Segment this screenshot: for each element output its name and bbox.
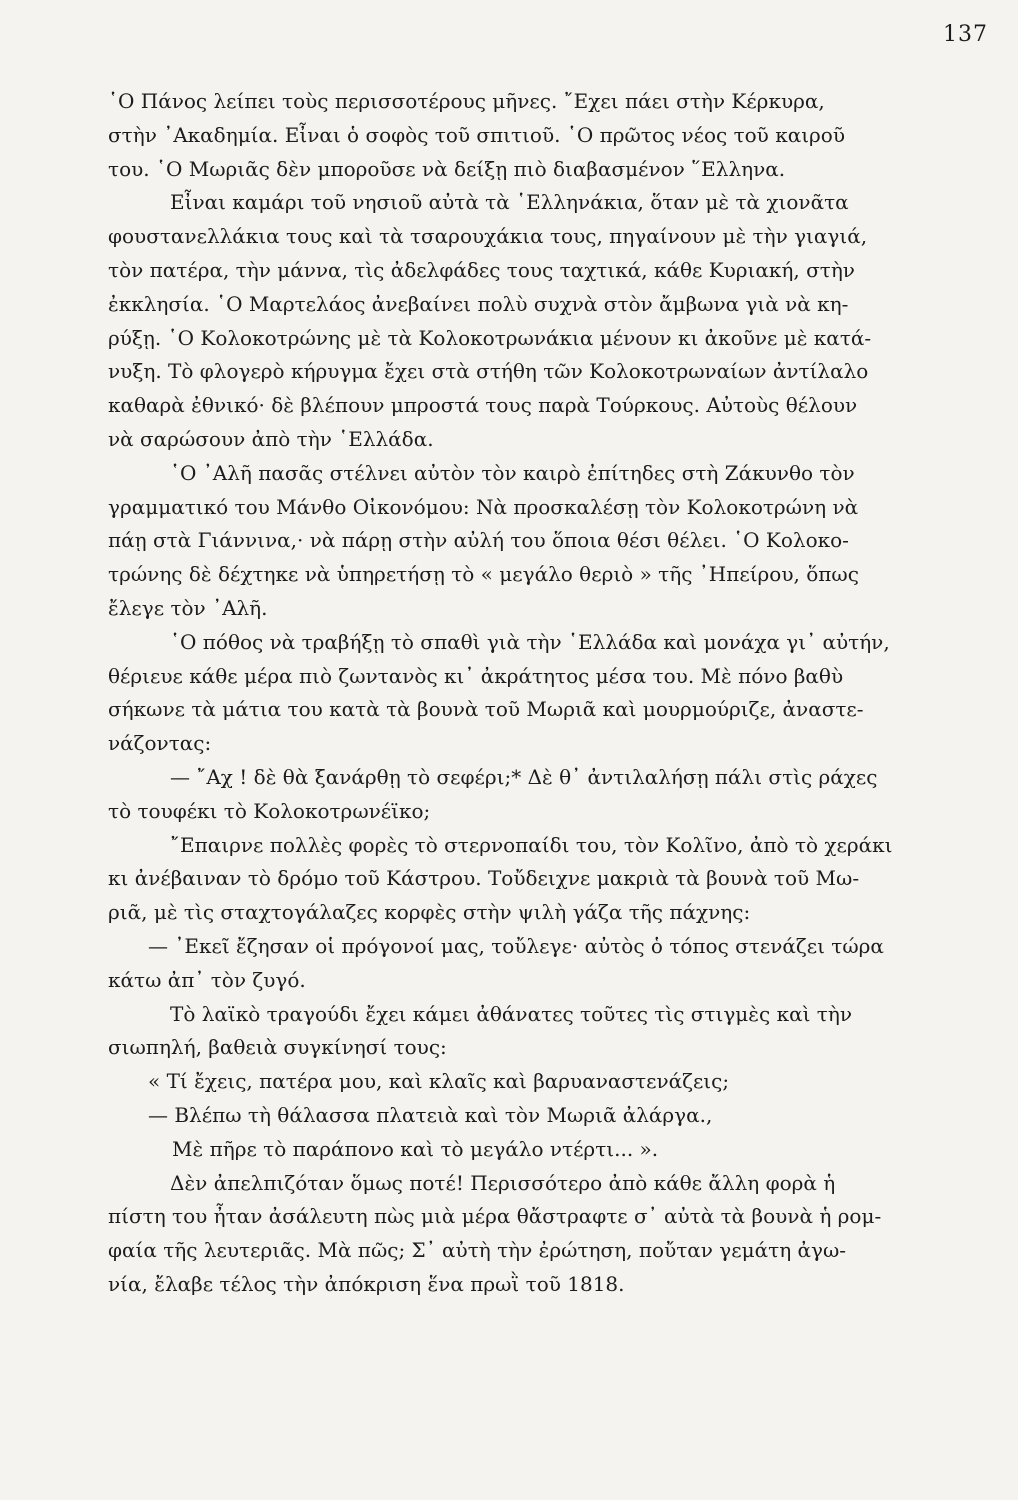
text-line: ῾Ο ᾿Αλῆ πασᾶς στέλνει αὐτὸν τὸν καιρὸ ἐπίτηδες στὴ Ζάκυνθο τὸν bbox=[170, 460, 855, 485]
text-line: ἔλεγε τὸν ᾿Αλῆ. bbox=[108, 595, 268, 620]
text-line: ρύξῃ. ῾Ο Κολοκοτρώνης μὲ τὰ Κολοκοτρωνάκια μένουν κι ἀκοῦνε μὲ κατά- bbox=[108, 325, 872, 350]
text-line: — ῎Αχ ! δὲ θὰ ξανάρθῃ τὸ σεφέρι;* Δὲ θ᾿ ἀντιλαλήσῃ πάλι στὶς ράχες bbox=[170, 764, 878, 789]
page-number: 137 bbox=[943, 22, 988, 47]
text-line: καθαρὰ ἐθνικό· δὲ βλέπουν μπροστά τους παρὰ Τούρκους. Αὐτοὺς θέλουν bbox=[108, 393, 858, 418]
text-line: πίστη του ἦταν ἀσάλευτη πὼς μιὰ μέρα θἄστραφτε σ᾿ αὐτὰ τὰ βουνὰ ἡ ρομ- bbox=[108, 1204, 882, 1229]
text-line: κάτω ἀπ᾿ τὸν ζυγό. bbox=[108, 967, 306, 992]
text-line: φουστανελλάκια τους καὶ τὰ τσαρουχάκια τους, πηγαίνουν μὲ τὴν γιαγιά, bbox=[108, 224, 868, 249]
text-line: τὸ τουφέκι τὸ Κολοκοτρωνέϊκο; bbox=[108, 798, 431, 823]
text-line: — Βλέπω τὴ θάλασσα πλατειὰ καὶ τὸν Μωριᾶ ἀλάργα., bbox=[148, 1102, 713, 1127]
text-line: ῾Ο πόθος νὰ τραβήξῃ τὸ σπαθὶ γιὰ τὴν ῾Ελλάδα καὶ μονάχα γι᾿ αὐτήν, bbox=[170, 629, 890, 654]
text-line: πάῃ στὰ Γιάννινα,· νὰ πάρῃ στὴν αὐλή του ὅποια θέσι θέλει. ῾Ο Κολοκο- bbox=[108, 528, 849, 553]
text-line: νάζοντας: bbox=[108, 731, 212, 756]
text-line: ριᾶ, μὲ τὶς σταχτογάλαζες κορφὲς στὴν ψιλὴ γάζα τῆς πάχνης: bbox=[108, 900, 751, 925]
text-line: φαία τῆς λευτεριᾶς. Μὰ πῶς; Σ᾿ αὐτὴ τὴν ἐρώτηση, ποὔταν γεμάτη ἀγω- bbox=[108, 1238, 847, 1263]
text-line: σήκωνε τὰ μάτια του κατὰ τὰ βουνὰ τοῦ Μωριᾶ καὶ μουρμούριζε, ἀναστε- bbox=[108, 697, 864, 722]
body-text bbox=[108, 85, 978, 1302]
text-line: στὴν ᾿Ακαδημία. Εἶναι ὁ σοφὸς τοῦ σπιτιοῦ. ῾Ο πρῶτος νέος τοῦ καιροῦ bbox=[108, 122, 846, 147]
text-line: — ᾿Εκεῖ ἔζησαν οἱ πρόγονοί μας, τοὔλεγε· αὐτὸς ὁ τόπος στενάζει τώρα bbox=[148, 933, 884, 958]
text-line: ῎Επαιρνε πολλὲς φορὲς τὸ στερνοπαίδι του, τὸν Κολῖνο, ἀπὸ τὸ χεράκι bbox=[170, 832, 893, 857]
text-line: σιωπηλή, βαθειὰ συγκίνησί τους: bbox=[108, 1035, 447, 1060]
text-line: « Τί ἔχεις, πατέρα μου, καὶ κλαῖς καὶ βαρυαναστενάζεις; bbox=[148, 1069, 730, 1094]
text-line: Εἶναι καμάρι τοῦ νησιοῦ αὐτὰ τὰ ῾Ελληνάκια, ὅταν μὲ τὰ χιονᾶτα bbox=[170, 190, 849, 215]
text-line: τρώνης δὲ δέχτηκε νὰ ὑπηρετήσῃ τὸ « μεγάλο θεριὸ » τῆς ᾿Ηπείρου, ὅπως bbox=[108, 562, 859, 587]
text-line: κι ἀνέβαιναν τὸ δρόμο τοῦ Κάστρου. Τοὔδειχνε μακριὰ τὰ βουνὰ τοῦ Μω- bbox=[108, 866, 860, 891]
text-line: του. ῾Ο Μωριᾶς δὲν μποροῦσε νὰ δείξῃ πιὸ διαβασμένον ῞Ελληνα. bbox=[108, 156, 786, 181]
text-line: τὸν πατέρα, τὴν μάννα, τὶς ἀδελφάδες τους ταχτικά, κάθε Κυριακή, στὴν bbox=[108, 257, 855, 282]
text-line: Μὲ πῆρε τὸ παράπονο καὶ τὸ μεγάλο ντέρτι... ». bbox=[172, 1136, 659, 1161]
text-line: Τὸ λαϊκὸ τραγούδι ἔχει κάμει ἀθάνατες τοῦτες τὶς στιγμὲς καὶ τὴν bbox=[170, 1001, 852, 1026]
text-line: νυξη. Τὸ φλογερὸ κήρυγμα ἔχει στὰ στήθη τῶν Κολοκοτρωναίων ἀντίλαλο bbox=[108, 359, 869, 384]
text-line: Δὲν ἀπελπιζόταν ὅμως ποτέ! Περισσότερο ἀπὸ κάθε ἄλλη φορὰ ἡ bbox=[170, 1170, 836, 1195]
text-line: ἐκκλησία. ῾Ο Μαρτελάος ἀνεβαίνει πολὺ συχνὰ στὸν ἄμβωνα γιὰ νὰ κη- bbox=[108, 291, 849, 316]
text-line: νὰ σαρώσουν ἀπὸ τὴν ῾Ελλάδα. bbox=[108, 426, 434, 451]
text-line: γραμματικό του Μάνθο Οἰκονόμου: Νὰ προσκαλέσῃ τὸν Κολοκοτρώνη νὰ bbox=[108, 494, 859, 519]
text-line: νία, ἔλαβε τέλος τὴν ἀπόκριση ἕνα πρωῒ τοῦ 1818. bbox=[108, 1271, 625, 1296]
text-line: θέριευε κάθε μέρα πιὸ ζωντανὸς κι᾿ ἀκράτητος μέσα του. Μὲ πόνο βαθὺ bbox=[108, 663, 844, 688]
text-line: ῾Ο Πάνος λείπει τοὺς περισσοτέρους μῆνες. ῎Εχει πάει στὴν Κέρκυρα, bbox=[108, 89, 825, 113]
